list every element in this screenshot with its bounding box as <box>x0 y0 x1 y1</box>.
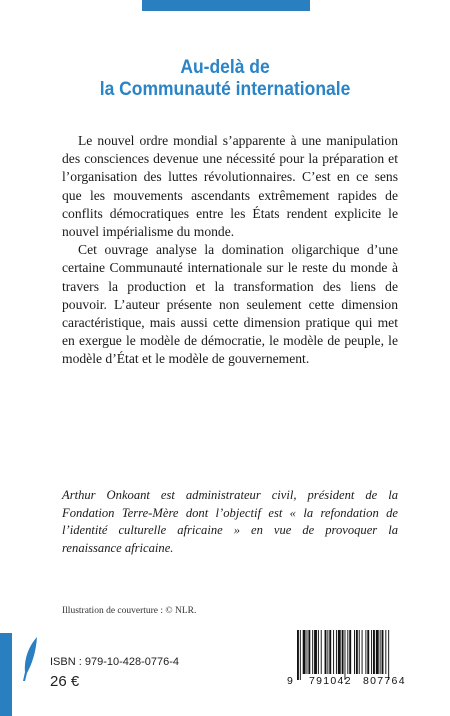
barcode-left-digits: 791042 <box>309 675 352 687</box>
barcode-bar <box>312 630 313 674</box>
barcode-bar <box>308 630 310 674</box>
barcode-bar <box>356 630 358 674</box>
barcode-bar <box>367 630 369 674</box>
barcode-bar <box>321 630 322 674</box>
summary-paragraph-2: Cet ouvrage analyse la domination oligarchique d’une certaine Communauté internationale sur le reste du monde à travers la production et la transformation des liens de pouvoir. L’auteur présente non seulement cette dimension caractéristique, mais aussi cette dimension pratique qui met en exergue le modèle de démocratie, le modèle de peuple, le modèle d’État et le modèle de gouvernement. <box>62 242 398 367</box>
barcode-bar <box>333 630 334 674</box>
barcode-first-digit: 9 <box>287 675 293 687</box>
barcode-bar <box>380 630 381 674</box>
barcode-bar <box>388 630 389 680</box>
barcode-bar <box>327 630 328 674</box>
barcode-bar <box>297 630 299 680</box>
top-accent-bar <box>142 0 310 11</box>
barcode-bar <box>325 630 327 674</box>
barcode-bar <box>347 630 348 674</box>
barcode-bar <box>349 630 351 674</box>
barcode-bar <box>362 630 363 674</box>
barcode-bar <box>365 630 366 674</box>
barcode-bar <box>314 630 317 674</box>
barcode-bar <box>376 630 379 674</box>
price: 26 € <box>50 673 80 690</box>
isbn-number: ISBN : 979-10-428-0776-4 <box>50 656 180 668</box>
barcode-bar <box>354 630 355 674</box>
book-title-line1: Au-delà de <box>180 57 270 78</box>
barcode <box>287 630 420 687</box>
back-cover-summary <box>62 132 398 369</box>
barcode-bar <box>303 630 306 674</box>
feather-quill-icon <box>20 636 40 682</box>
barcode-bar <box>342 630 344 674</box>
barcode-bar <box>382 630 384 674</box>
side-accent-bar <box>0 633 12 716</box>
barcode-bar <box>385 630 386 674</box>
author-bio: Arthur Onkoant est administrateur civil, président de la Fondation Terre-Mère dont l’objectif est « la refondation de l’identité culturelle africaine » en vue de provoquer la renaissance africaine. <box>62 488 398 555</box>
summary-paragraph-1: Le nouvel ordre mondial s’apparente à une manipulation des consciences devenue une nécessité pour la préparation et l’organisation des luttes révolutionnaires. C’est en ce sens que les mouvements ascendants extrêmement rapides de conflits démocratiques entre les États rendent explicite le nouvel impérialisme du monde. <box>62 133 398 240</box>
barcode-bar <box>336 630 337 674</box>
barcode-bar <box>371 630 372 674</box>
barcode-bar <box>307 630 308 674</box>
barcode-bar <box>329 630 331 674</box>
barcode-bar <box>345 630 346 680</box>
book-title-line2: la Communauté internationale <box>99 79 351 100</box>
barcode-bar <box>338 630 341 674</box>
barcode-bar <box>373 630 375 674</box>
barcode-bar <box>300 630 301 680</box>
barcode-right-digits: 807764 <box>363 675 406 687</box>
cover-illustration-credit: Illustration de couverture : © NLR. <box>62 606 197 616</box>
barcode-bar <box>318 630 319 674</box>
barcode-bar <box>359 630 360 674</box>
